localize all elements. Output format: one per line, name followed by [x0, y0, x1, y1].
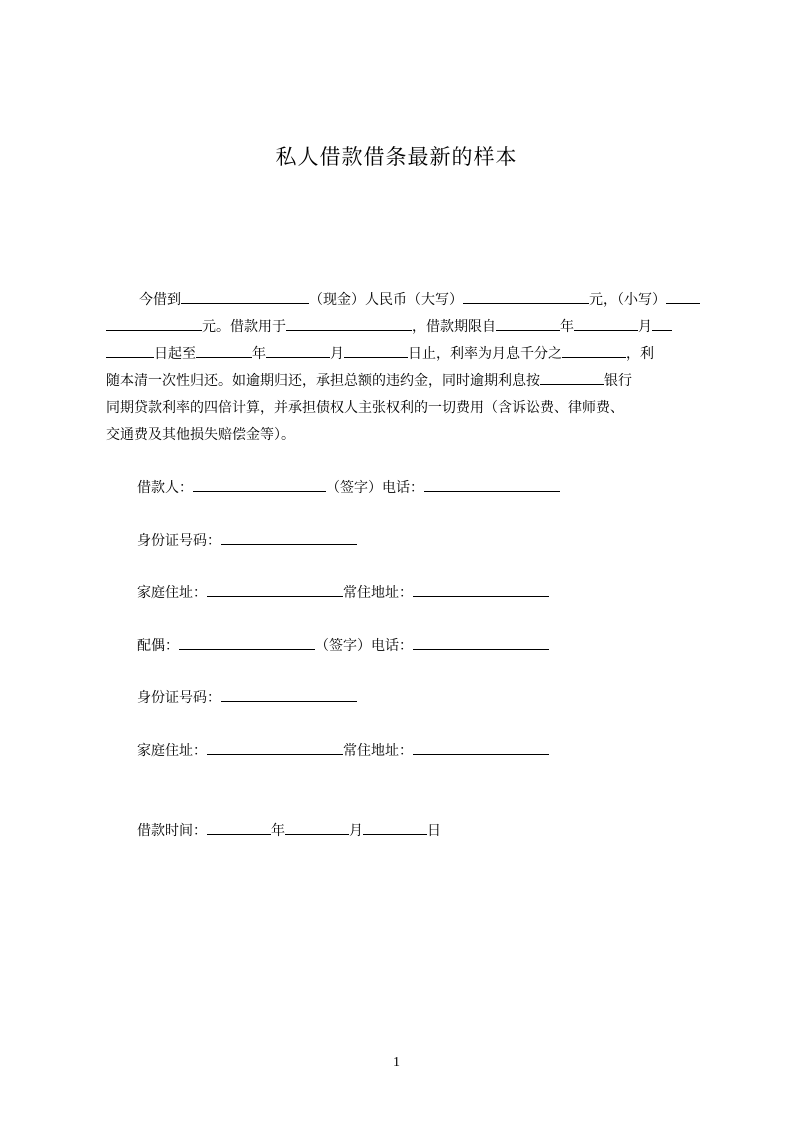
- start-day-blank: [652, 315, 672, 331]
- paragraph-text: （现金）人民币（大写）: [309, 292, 463, 308]
- spouse-home-blank[interactable]: [207, 739, 343, 755]
- start-day-blank-cont: [106, 342, 154, 358]
- borrower-name-blank[interactable]: [193, 476, 326, 492]
- field-label: 日: [427, 823, 441, 839]
- start-month-blank: [574, 315, 638, 331]
- loan-day-blank[interactable]: [363, 819, 427, 835]
- page-number: 1: [393, 1055, 400, 1070]
- loan-month-blank[interactable]: [285, 819, 349, 835]
- paragraph-line-5: 同期贷款利率的四倍计算，并承担债权人主张权利的一切费用（含诉讼费、律师费、: [106, 400, 624, 416]
- purpose-blank: [286, 315, 412, 331]
- loan-year-blank[interactable]: [207, 819, 271, 835]
- spouse-id-blank[interactable]: [221, 686, 357, 702]
- borrower-residence-blank[interactable]: [413, 581, 549, 597]
- field-label: 身份证号码：: [137, 533, 221, 549]
- borrower-id-field: [137, 529, 357, 553]
- paragraph-text: 元，（小写）: [589, 292, 666, 308]
- paragraph-text: 今借到: [139, 292, 181, 308]
- paragraph-line-2: [106, 314, 700, 340]
- amount-uppercase-blank: [463, 288, 589, 304]
- paragraph-text: 日起至: [154, 346, 196, 362]
- end-day-blank: [344, 342, 408, 358]
- field-label: （签字）电话：: [326, 480, 424, 496]
- paragraph-text: 元。借款用于: [202, 319, 286, 335]
- borrower-address-field: [137, 581, 549, 605]
- field-label: 家庭住址：: [137, 585, 207, 601]
- document-title: 私人借款借条最新的样本: [275, 145, 518, 169]
- paragraph-text: 月: [330, 346, 344, 362]
- field-label: 家庭住址：: [137, 743, 207, 759]
- field-label: 借款时间：: [137, 823, 207, 839]
- spouse-residence-blank[interactable]: [413, 739, 549, 755]
- field-label: 身份证号码：: [137, 690, 221, 706]
- spouse-name-blank[interactable]: [179, 634, 315, 650]
- paragraph-text: ，利: [626, 346, 654, 362]
- paragraph-text: 日止，利率为月息千分之: [408, 346, 562, 362]
- paragraph-text: 月: [638, 319, 652, 335]
- end-year-blank: [196, 342, 252, 358]
- lender-blank: [181, 288, 309, 304]
- interest-rate-blank: [562, 342, 626, 358]
- field-label: 借款人：: [137, 480, 193, 496]
- paragraph-line-4: [106, 368, 700, 394]
- field-label: 月: [349, 823, 363, 839]
- spouse-name-field: [137, 634, 549, 658]
- end-month-blank: [266, 342, 330, 358]
- spouse-address-field: [137, 739, 549, 763]
- field-label: 常住地址：: [343, 585, 413, 601]
- field-label: （签字）电话：: [315, 638, 413, 654]
- field-label: 年: [271, 823, 285, 839]
- paragraph-line-3: [106, 341, 700, 367]
- paragraph-line-6: 交通费及其他损失赔偿金等）。: [106, 427, 295, 443]
- start-year-blank: [496, 315, 560, 331]
- field-label: 配偶：: [137, 638, 179, 654]
- spouse-phone-blank[interactable]: [413, 634, 549, 650]
- borrower-id-blank[interactable]: [221, 529, 357, 545]
- paragraph-text: ，借款期限自: [412, 319, 496, 335]
- amount-lowercase-blank: [666, 288, 700, 304]
- amount-lowercase-blank-cont: [106, 315, 202, 331]
- borrower-phone-blank[interactable]: [424, 476, 560, 492]
- bank-blank: [540, 369, 604, 385]
- paragraph-text: 银行: [604, 373, 632, 389]
- paragraph-text: 随本清一次性归还。如逾期归还，承担总额的违约金，同时逾期利息按: [106, 373, 540, 389]
- spouse-id-field: [137, 686, 357, 710]
- loan-date-field: [137, 819, 441, 843]
- paragraph-text: 年: [560, 319, 574, 335]
- borrower-home-blank[interactable]: [207, 581, 343, 597]
- borrower-name-field: [137, 476, 560, 500]
- field-label: 常住地址：: [343, 743, 413, 759]
- paragraph-text: 年: [252, 346, 266, 362]
- paragraph-line-1: [106, 287, 700, 313]
